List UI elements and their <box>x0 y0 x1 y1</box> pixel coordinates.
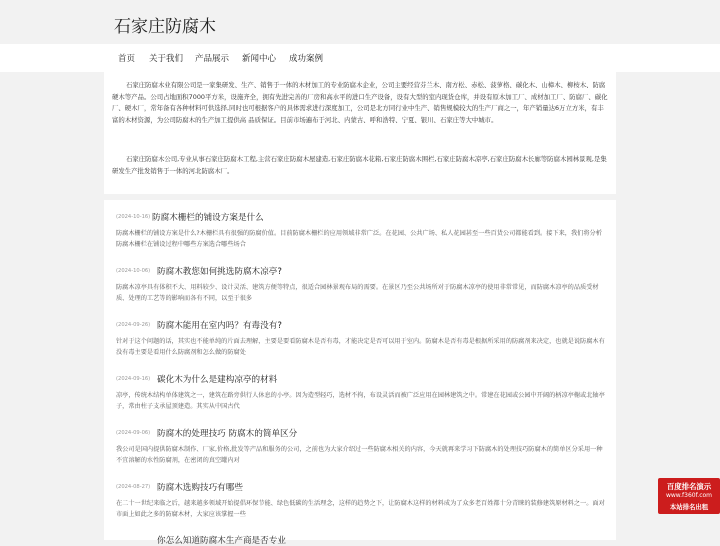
news-list <box>104 200 616 546</box>
news-summary: 针对于这个问题的话，其实也不能单纯的片面去理解，主要是要看防腐木是否有毒，才能决定是否可以用于室内。防腐木是否有毒是根据所采用的防腐剂来决定，也就是说防腐木有没有毒主要是看用什么防腐剂和怎么做的防腐处 <box>116 338 605 356</box>
news-title-link[interactable]: 你怎么知道防腐木生产商是否专业 <box>157 536 286 546</box>
news-title-link[interactable]: 防腐木的处理技巧 防腐木的简单区分 <box>157 429 298 439</box>
site-title: 石家庄防腐木 <box>114 17 216 37</box>
badge-title: 百度排名演示 <box>666 482 712 491</box>
news-title-link[interactable]: 防腐木选购技巧有哪些 <box>157 483 243 493</box>
news-title-link[interactable]: 防腐木能用在室内吗？有毒没有? <box>157 321 282 331</box>
news-title-link[interactable]: 防腐木栅栏的铺设方案是什么 <box>152 213 264 223</box>
news-summary: 凉亭，传统木结构单体建筑之一，建筑在路旁供行人休息的小亭。因为造型轻巧，选材不拘，布设灵活而被广泛应用在园林建筑之中。常建在花园或公园中开阔的柄凉亭榭或北轴亭子，常由柱子支承屋顶建造。其实从中国古代 <box>116 392 605 410</box>
top-header <box>0 0 720 44</box>
news-title-link[interactable]: 防腐木教您如何挑选防腐木凉亭? <box>157 267 282 277</box>
news-date: (2024-09-16) <box>116 376 151 382</box>
nav-item-about[interactable]: 关于我们 <box>149 54 184 64</box>
nav-item-cases[interactable]: 成功案例 <box>289 54 324 64</box>
intro-paragraph-2: 石家庄防腐木公司,专业从事石家庄防腐木工程,主营石家庄防腐木屋建造,石家庄防腐木花箱,石家庄防腐木围栏,石家庄防腐木凉亭,石家庄防腐木长廊等防腐木园林景观,是集研发生产批发销售于一体的河北防腐木厂。 <box>112 155 607 175</box>
news-date: (2024-08-27) <box>116 484 151 490</box>
ranking-ad-badge[interactable] <box>658 478 720 514</box>
badge-url: www.f360f.com <box>665 492 713 499</box>
nav-item-news[interactable]: 新闻中心 <box>242 54 277 64</box>
news-summary: 我公司是国内提供防腐木制作、厂家,价格,批发等产品和服务的公司，之前也为大家介绍过一些防腐木相关的内容，今天就再来学习下防腐木的处理技巧防腐木的简单区分采用一种不宜溶解的水性防腐剂，在密闭的真空罐内对 <box>116 446 603 464</box>
news-date: (2024-09-26) <box>116 322 151 328</box>
nav-item-home[interactable]: 首页 <box>118 54 136 64</box>
news-title-link[interactable]: 碳化木为什么是建构凉亭的材料 <box>157 375 278 385</box>
news-summary: 防腐木凉亭具有体积不大、用料较少、设计灵活、建筑方便等特点，很适合园林景观布局的需要。在景区乃至公共场所对于防腐木凉亭的使用非常常见，而防腐木凉亭的品质受材质、处理的工艺等的影响而各有不同，以至于很多 <box>116 284 599 302</box>
news-date: (2024-09-06) <box>116 430 151 436</box>
news-date: (2024-10-06) <box>116 268 151 274</box>
nav-item-products[interactable]: 产品展示 <box>195 54 230 64</box>
intro-paragraph-1: 石家庄防腐木业有限公司是一家集研发、生产、销售于一体的木材加工的专业防腐木企业，公司主要经营芬兰木、南方松、赤松、菠萝格、碳化木、山樟木、柳桉木、防腐硬木等产品。公司占地面积7000平方米，设施齐全，拥有先进完善的厂房和高水平的进口生产设备，设有大型的室内现货仓库，并设有原木加工厂、成材加工厂、防腐厂、碳化厂、硬木厂，常年备有各种材料可供选择,同时也可根据客户的具体需求进行深度加工，公司是北方同行业中生产、销售规模较大的生产厂商之一，年产销量达6万立方米，有丰富的木材资源，为公司防腐木的生产加工提供高 品质保证。目前市场遍布于河北、内蒙古、呼和浩特、宁夏、银川、石家庄等大中城市。 <box>112 81 608 124</box>
news-date: (2024-10-16) <box>116 214 151 220</box>
news-summary: 防腐木栅栏的铺设方案是什么?木栅栏具有很强的防腐价值。目前防腐木栅栏的应用领域非常广泛。在花园、公共广场、私人花园甚至一些百货公司都能看到。接下来，我们将分析防腐木栅栏在铺设过程中哪些方案选合哪些场合 <box>116 230 602 248</box>
news-summary: 在二十一世纪来临之后，越来越多领域开始提倡环保节能、绿色低碳的生活理念，这样的趋势之下，让防腐木这样的材料成为了众多老百姓都十分青睐的装修建筑原材料之一。面对市面上如此之多的防腐木材，大家应该掌握一些 <box>116 500 605 518</box>
nav-bar <box>0 44 720 72</box>
company-intro <box>104 72 616 194</box>
badge-subtitle: 本站排名出租 <box>669 503 709 511</box>
